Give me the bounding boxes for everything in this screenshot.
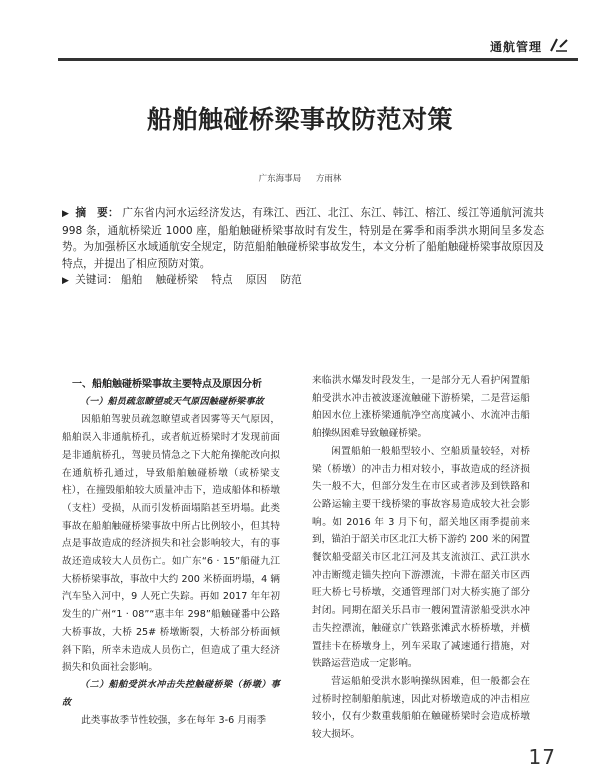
keyword: 船舶 <box>121 274 143 287</box>
triangle-bullet-icon: ▶ <box>62 209 69 219</box>
section-label: 通航管理 <box>489 40 542 54</box>
left-column <box>62 376 280 730</box>
right-column <box>312 372 530 744</box>
section-heading: 一、船舶触碰桥梁事故主要特点及原因分析 <box>72 379 262 390</box>
author-name: 方雨林 <box>315 174 342 184</box>
triangle-bullet-icon: ▶ <box>62 276 69 287</box>
page-number: 17 <box>528 745 556 769</box>
body-paragraph: 此类事故季节性较强，多在每年 3-6 月雨季 <box>81 715 267 727</box>
author-line <box>0 172 600 184</box>
body-paragraph: 闲置船舶一般船型较小、空船质量较轻，对桥梁（桥墩）的冲击力相对较小，事故造成的经济损失一般不大，但部分发生在市区或者涉及到铁路和公路运输主要干线桥梁的事故容易造成较大社会影响。如 2016 年 3 月下旬，韶关地区雨季提前来到，锚泊于韶关市区北江大桥下游约 200 米的闲置餐饮船受韶关市区北江河及其支流浈江、武江洪水冲击断缆走锚失控向下游漂流，卡滞在韶关市区西旺大桥七号桥墩，交通管理部门对大桥实施了部分封闭。同期在韶关乐昌市一艘闲置清淤船受洪水冲击失控漂流，触碰京广铁路张滩武水桥桥墩，并横置挂卡在桥墩身上，列车采取了减速通行措施，对铁路运营造成一定影响。 <box>312 445 530 670</box>
abstract-label: 摘 要： <box>75 207 119 219</box>
subsection-heading: （一）船员疏忽瞭望或天气原因触碰桥梁事故 <box>80 396 265 407</box>
keywords-line <box>62 272 544 290</box>
subsection-heading: （二）船舶受洪水冲击失控触碰桥梁（桥墩）事故 <box>62 679 280 708</box>
author-affiliation: 广东海事局 <box>258 174 302 184</box>
header-rule <box>58 58 578 61</box>
keywords-label: 关键词： <box>75 274 118 287</box>
body-paragraph: 营运船舶受洪水影响操纵困难，但一般都会在过桥时控制船舶航速，因此对桥墩造成的冲击相应较小，仅有少数重载船舶在触碰桥梁时会造成桥墩较大损坏。 <box>312 675 530 741</box>
article-title: 船舶触碰桥梁事故防范对策 <box>146 105 453 134</box>
keyword: 原因 <box>245 274 268 287</box>
abstract-paragraph <box>62 205 544 272</box>
page-header <box>0 0 600 62</box>
body-paragraph: 因船舶驾驶员疏忽瞭望或者因雾等天气原因，船舶误入非通航桥孔，或者航近桥梁时才发现前面是非通航桥孔，驾驶员情急之下大舵角操舵改向拟在通航桥孔通过，导致船舶触碰桥墩（或桥梁支柱），在撞毁船舶较大质量冲击下，造成船体和桥墩（支柱）受损，从而引发桥面塌陷甚至坍塌。此类事故在船舶触碰桥梁事故中所占比例较小，但其特点是事故造成的经济损失和社会影响较大，有的事故还造成较大人员伤亡。如广东“6 · 15”船碰九江大桥桥梁事故，事故中大约 200 米桥面坍塌，4 辆汽车坠入河中，9 人死亡失踪。再如 2017 年年初发生的广州“1 · 08”“惠丰年 298”船触碰番中公路大桥事故，大桥 25# 桥墩断裂，大桥部分桥面倾斜下陷，所幸未造成人员伤亡，但造成了重大经济损失和负面社会影响。 <box>62 414 280 674</box>
body-paragraph: 来临洪水爆发时段发生，一是部分无人看护闲置船舶受洪水冲击被波逐流触碰下游桥梁，二是营运船舶因水位上涨桥梁通航净空高度减小、水流冲击船舶操纵困难导致触碰桥梁。 <box>312 375 530 440</box>
pen-icon <box>548 36 570 54</box>
keyword: 特点 <box>211 274 233 287</box>
abstract-text: 广东省内河水运经济发达，有珠江、西江、北江、东江、韩江、榕江、绥江等通航河流共 998 条，通航桥梁近 1000 座，船舶触碰桥梁事故时有发生，特别是在雾季和雨季洪水期间呈多发态势。为加强桥区水域通航安全规定，防范船舶触碰桥梁事故发生，本文分析了船舶触碰桥梁事故原因及特点，并提出了相应预防对策。 <box>62 207 544 270</box>
abstract-block <box>62 205 544 290</box>
keyword: 触碰桥梁 <box>155 274 198 287</box>
keyword: 防范 <box>280 274 302 287</box>
